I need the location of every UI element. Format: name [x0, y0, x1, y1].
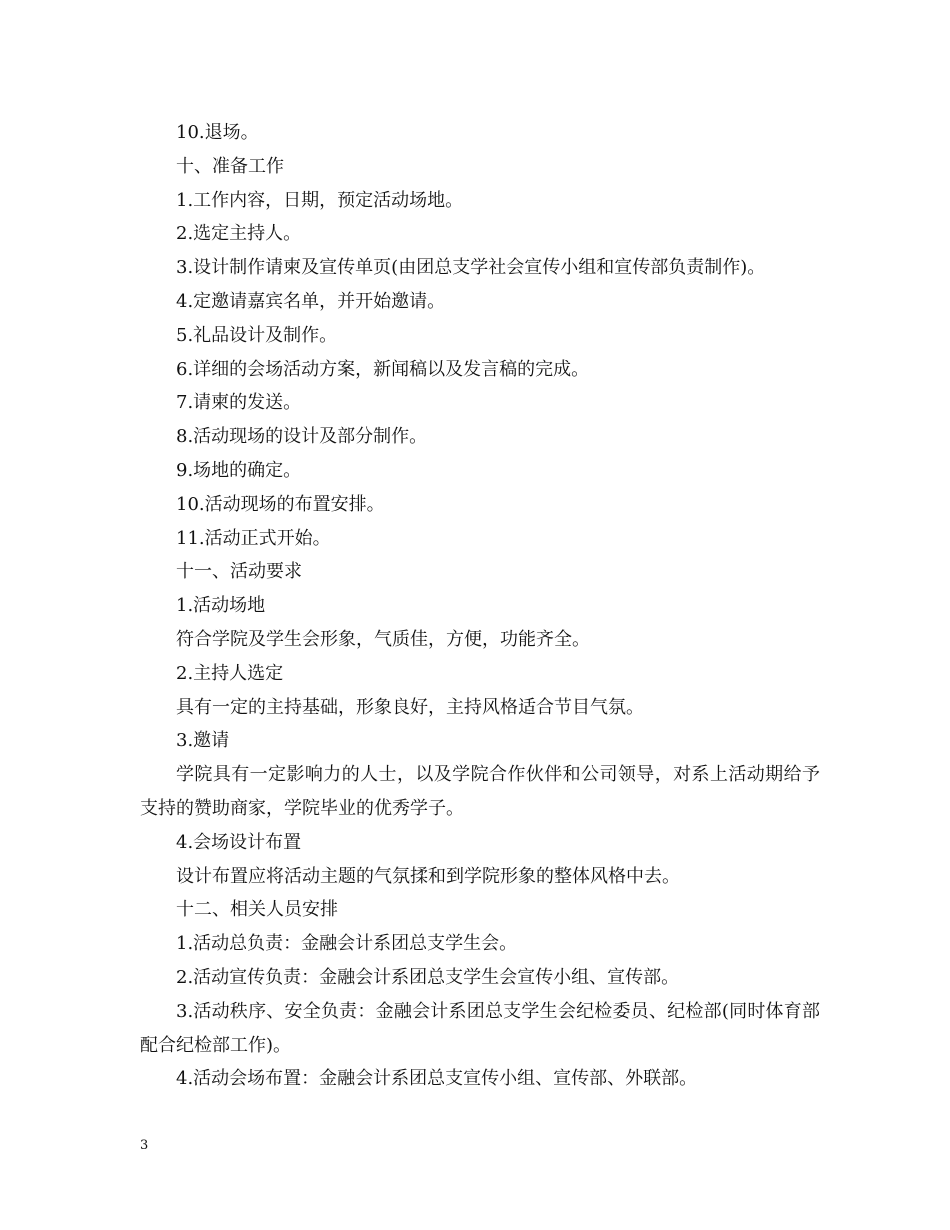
paragraph: 符合学院及学生会形象，气质佳，方便，功能齐全。 — [176, 628, 590, 650]
list-item: 11.活动正式开始。 — [176, 527, 331, 549]
list-item: 6.详细的会场活动方案，新闻稿以及发言稿的完成。 — [176, 358, 590, 380]
paragraph: 设计布置应将活动主题的气氛揉和到学院形象的整体风格中去。 — [176, 865, 680, 887]
document-body — [140, 116, 820, 1096]
paragraph: 学院具有一定影响力的人士，以及学院合作伙伴和公司领导，对系上活动期给予支持的赞助商家，学院毕业的优秀学子。 — [140, 764, 820, 819]
subheading: 2.主持人选定 — [176, 662, 284, 684]
list-item: 3.活动秩序、安全负责：金融会计系团总支学生会纪检委员、纪检部(同时体育部配合纪检部工作)。 — [140, 1000, 820, 1056]
subheading: 4.会场设计布置 — [176, 831, 302, 853]
list-item: 1.活动总负责：金融会计系团总支学生会。 — [176, 933, 518, 955]
section-heading: 十、准备工作 — [176, 155, 284, 177]
list-item: 3.设计制作请柬及宣传单页(由团总支学社会宣传小组和宣传部负责制作)。 — [176, 257, 766, 279]
list-item: 2.活动宣传负责：金融会计系团总支学生会宣传小组、宣传部。 — [176, 966, 680, 988]
section-heading: 十一、活动要求 — [176, 561, 302, 583]
list-item: 2.选定主持人。 — [176, 223, 302, 245]
list-item: 7.请柬的发送。 — [176, 392, 302, 414]
list-item: 8.活动现场的设计及部分制作。 — [176, 426, 428, 448]
list-item: 10.活动现场的布置安排。 — [176, 493, 385, 515]
list-item: 4.定邀请嘉宾名单，并开始邀请。 — [176, 290, 446, 312]
subheading: 1.活动场地 — [176, 595, 266, 617]
subheading: 3.邀请 — [176, 730, 230, 752]
list-item: 1.工作内容，日期，预定活动场地。 — [176, 189, 464, 211]
text-line: 10.退场。 — [176, 122, 259, 143]
list-item: 4.活动会场布置：金融会计系团总支宣传小组、宣传部、外联部。 — [176, 1068, 698, 1090]
section-heading: 十二、相关人员安排 — [176, 899, 338, 921]
paragraph: 具有一定的主持基础，形象良好，主持风格适合节目气氛。 — [176, 696, 644, 718]
list-item: 5.礼品设计及制作。 — [176, 324, 338, 346]
page-number: 3 — [140, 1138, 149, 1153]
list-item: 9.场地的确定。 — [176, 459, 302, 481]
